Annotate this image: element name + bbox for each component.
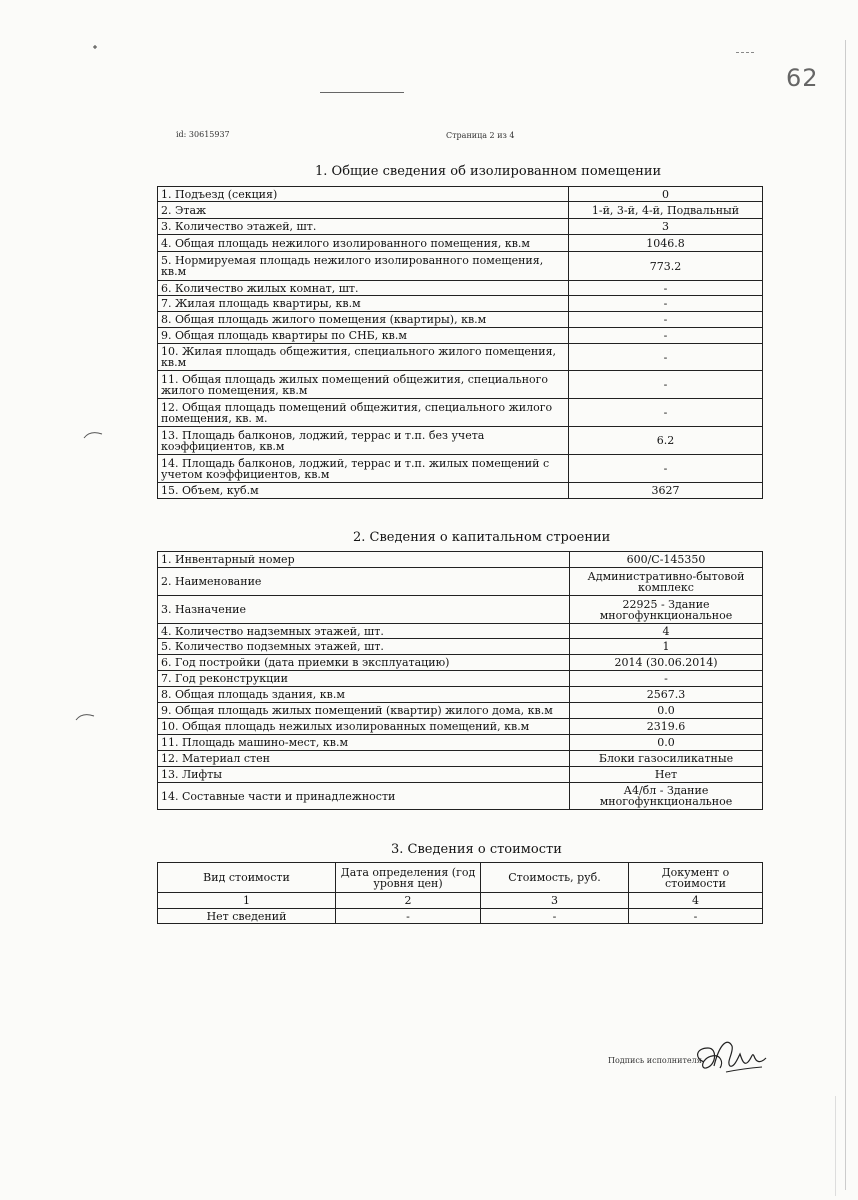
- column-header: Документ о стоимости: [629, 863, 763, 893]
- handwritten-page-number: 62: [786, 64, 819, 92]
- row-label: 6. Год постройки (дата приемки в эксплуатацию): [158, 655, 570, 671]
- row-label: 1. Инвентарный номер: [158, 552, 570, 568]
- row-value: 2319.6: [570, 719, 763, 735]
- row-value: 22925 - Здание многофункциональное: [570, 596, 763, 624]
- row-label: 9. Общая площадь квартиры по СНБ, кв.м: [158, 328, 569, 344]
- row-value: -: [569, 328, 763, 344]
- row-label: 10. Общая площадь нежилых изолированных помещений, кв.м: [158, 719, 570, 735]
- column-number: 4: [629, 893, 763, 909]
- row-label: 4. Общая площадь нежилого изолированного помещения, кв.м: [158, 235, 569, 252]
- section2-title: 2. Сведения о капитальном строении: [353, 530, 611, 545]
- row-value: 1046.8: [569, 235, 763, 252]
- cost-cell: -: [336, 909, 481, 924]
- row-value: -: [569, 344, 763, 371]
- row-label: 8. Общая площадь здания, кв.м: [158, 687, 570, 703]
- column-number: 2: [336, 893, 481, 909]
- row-label: 8. Общая площадь жилого помещения (квартиры), кв.м: [158, 312, 569, 328]
- row-value: А4/бл - Здание многофункциональное: [570, 783, 763, 810]
- row-value: 3: [569, 219, 763, 235]
- row-label: 12. Общая площадь помещений общежития, специального жилого помещения, кв. м.: [158, 399, 569, 427]
- row-label: 6. Количество жилых комнат, шт.: [158, 281, 569, 296]
- column-header: Вид стоимости: [158, 863, 336, 893]
- row-label: 9. Общая площадь жилых помещений (квартир) жилого дома, кв.м: [158, 703, 570, 719]
- row-label: 14. Составные части и принадлежности: [158, 783, 570, 810]
- speck-mark: [92, 44, 98, 50]
- row-label: 3. Назначение: [158, 596, 570, 624]
- row-value: Нет: [570, 767, 763, 783]
- scan-artifact-line: [320, 92, 404, 93]
- row-value: -: [569, 281, 763, 296]
- row-value: 0.0: [570, 735, 763, 751]
- column-number: 1: [158, 893, 336, 909]
- row-label: 14. Площадь балконов, лоджий, террас и т.п. жилых помещений с учетом коэффициентов, кв.м: [158, 455, 569, 483]
- column-number: 3: [481, 893, 629, 909]
- scan-artifact-line: [835, 1096, 836, 1196]
- row-label: 11. Площадь машино-мест, кв.м: [158, 735, 570, 751]
- row-label: 2. Этаж: [158, 202, 569, 219]
- row-value: -: [569, 312, 763, 328]
- row-value: Блоки газосиликатные: [570, 751, 763, 767]
- cost-cell: -: [629, 909, 763, 924]
- row-label: 12. Материал стен: [158, 751, 570, 767]
- row-label: 13. Лифты: [158, 767, 570, 783]
- document-id: id: 30615937: [176, 130, 230, 139]
- cost-cell: -: [481, 909, 629, 924]
- row-value: 3627: [569, 483, 763, 499]
- handwritten-signature: [690, 1032, 770, 1077]
- cost-info-table: [157, 862, 763, 924]
- row-value: 1: [570, 639, 763, 655]
- row-value: 773.2: [569, 252, 763, 281]
- row-label: 2. Наименование: [158, 568, 570, 596]
- premises-info-table: [157, 186, 763, 499]
- row-label: 7. Жилая площадь квартиры, кв.м: [158, 296, 569, 312]
- row-label: 3. Количество этажей, шт.: [158, 219, 569, 235]
- row-value: 4: [570, 624, 763, 639]
- hole-punch-mark: [74, 712, 96, 722]
- row-value: Административно-бытовой комплекс: [570, 568, 763, 596]
- hole-punch-mark: [82, 430, 104, 440]
- row-value: 1-й, 3-й, 4-й, Подвальный: [569, 202, 763, 219]
- row-value: 6.2: [569, 427, 763, 455]
- row-value: 0.0: [570, 703, 763, 719]
- section3-title: 3. Сведения о стоимости: [391, 842, 562, 857]
- page-label: Страница 2 из 4: [446, 131, 515, 140]
- cost-cell: Нет сведений: [158, 909, 336, 924]
- building-info-table: [157, 551, 763, 810]
- row-value: -: [569, 455, 763, 483]
- row-label: 4. Количество надземных этажей, шт.: [158, 624, 570, 639]
- row-label: 5. Количество подземных этажей, шт.: [158, 639, 570, 655]
- row-value: -: [569, 371, 763, 399]
- row-value: 2567.3: [570, 687, 763, 703]
- row-label: 5. Нормируемая площадь нежилого изолированного помещения, кв.м: [158, 252, 569, 281]
- row-label: 7. Год реконструкции: [158, 671, 570, 687]
- section1-title: 1. Общие сведения об изолированном помещении: [315, 164, 662, 179]
- row-value: -: [569, 296, 763, 312]
- row-value: 2014 (30.06.2014): [570, 655, 763, 671]
- row-label: 1. Подъезд (секция): [158, 187, 569, 202]
- scan-artifact-line: [736, 52, 754, 53]
- row-label: 13. Площадь балконов, лоджий, террас и т.п. без учета коэффициентов, кв.м: [158, 427, 569, 455]
- column-header: Дата определения (год уровня цен): [336, 863, 481, 893]
- row-value: 0: [569, 187, 763, 202]
- row-label: 10. Жилая площадь общежития, специального жилого помещения, кв.м: [158, 344, 569, 371]
- row-value: -: [570, 671, 763, 687]
- row-value: -: [569, 399, 763, 427]
- column-header: Стоимость, руб.: [481, 863, 629, 893]
- scan-artifact-line: [845, 40, 846, 1190]
- row-label: 15. Объем, куб.м: [158, 483, 569, 499]
- signature-label: Подпись исполнителя: [608, 1056, 702, 1065]
- row-value: 600/С-145350: [570, 552, 763, 568]
- row-label: 11. Общая площадь жилых помещений общежития, специального жилого помещения, кв.м: [158, 371, 569, 399]
